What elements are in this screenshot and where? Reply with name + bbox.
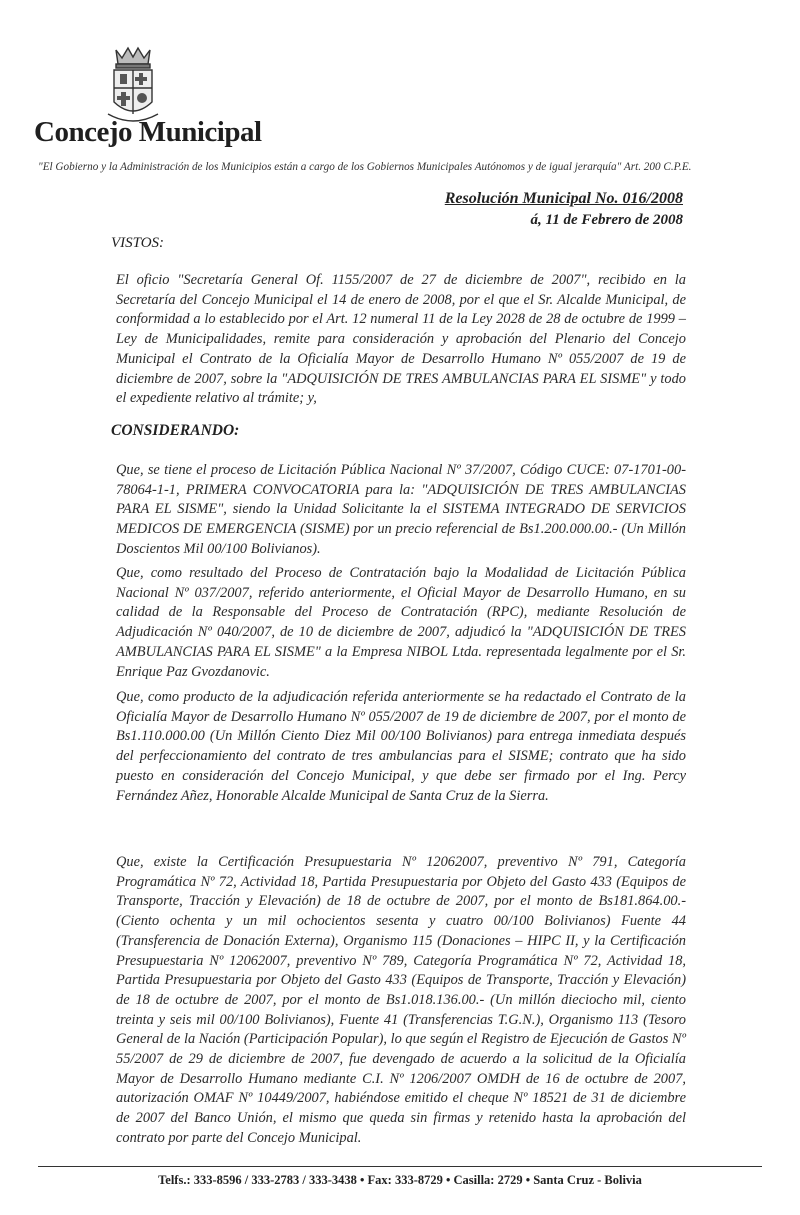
coat-of-arms-icon	[106, 44, 160, 124]
considerando-heading: CONSIDERANDO:	[111, 422, 240, 439]
motto: "El Gobierno y la Administración de los Municipios están a cargo de los Gobiernos Municipales Autónomos y de igual jerarquía" Art. 200 C.P.E.	[38, 161, 692, 173]
considerando-paragraph: Que, como producto de la adjudicación referida anteriormente se ha redactado el Contrato de la Oficialía Mayor de Desarrollo Humano Nº 055/2007 de 19 de diciembre de 2007, por el monto de Bs1.110.000.00 (Un Millón Ciento Diez Mil 00/100 Bolivianos) para entrega inmediata después del perfeccionamiento del contrato de tres ambulancias para el SISME; contrato que ha sido puesto en consideración del Concejo Municipal, y que debe ser firmado por el Ing. Percy Fernández Añez, Honorable Alcalde Municipal de Santa Cruz de la Sierra.	[116, 689, 686, 804]
vistos-heading: VISTOS:	[111, 235, 165, 251]
considerando-paragraph: Que, existe la Certificación Presupuestaria Nº 12062007, preventivo Nº 791, Categoría Programática Nº 72, Actividad 18, Partida Presupuestaria por Objeto del Gasto 433 (Equipos de Transporte, Tracción y Elevación) de 18 de octubre de 2007, por el monto de Bs181.864.00.- (Ciento ochenta y un mil ochocientos sesenta y cuatro 00/100 Bolivianos) Fuente 44 (Transferencia de Donación Externa), Organismo 115 (Donaciones – HIPC II, y la Certificación Presupuestaria Nº 12062007, preventivo Nº 789, Categoría Programática Nº 72, Actividad 18, Partida Presupuestaria por Objeto del Gasto 433 (Equipos de Transporte, Tracción y Elevación) de 18 de octubre de 2007, por el monto de Bs1.018.136.00.- (Un millón dieciocho mil, ciento treinta y seis mil 00/100 Bolivianos), Fuente 41 (Transferencias T.G.N.), Organismo 113 (Tesoro General de la Nación (Participación Popular), lo que según el Registro de Ejecución de Gastos Nº 55/2007 de 29 de diciembre de 2007, fue devengado de acuerdo a la solicitud de la Oficialía Mayor de Desarrollo Humano mediante C.I. Nº 1206/2007 OMDH de 16 de octubre de 2007, autorización OMAF Nº 10449/2007, habiéndose emitido el cheque Nº 18521 de 31 de diciembre de 2007 del Banco Unión, el mismo que queda sin firmas y retenido hasta la aprobación del contrato por parte del Concejo Municipal.	[116, 854, 686, 1146]
considerando-paragraph: Que, se tiene el proceso de Licitación Pública Nacional Nº 37/2007, Código CUCE: 07-1701-00-78064-1-1, PRIMERA CONVOCATORIA para la: "ADQUISICIÓN DE TRES AMBULANCIAS PARA EL SISME", siendo la Unidad Solicitante la el SISTEMA INTEGRADO DE SERVICIOS MEDICOS DE EMERGENCIA (SISME) por un precio referencial de Bs1.200.000.00.- (Un Millón Doscientos Mil 00/100 Bolivianos).	[116, 462, 686, 557]
footer-divider	[38, 1166, 762, 1167]
org-name: Concejo Municipal	[34, 116, 262, 148]
considerando-paragraph: Que, como resultado del Proceso de Contratación bajo la Modalidad de Licitación Pública Nacional Nº 037/2007, referido anteriormente, el Oficial Mayor de Desarrollo Humano, en su calidad de la Responsable del Proceso de Contratación (RPC), mediante Resolución de Adjudicación Nº 040/2007, de 10 de diciembre de 2007, adjudicó la "ADQUISICIÓN DE TRES AMBULANCIAS PARA EL SISME" a la Empresa NIBOL Ltda. representada legalmente por el Sr. Enrique Paz Gvozdanovic.	[116, 565, 686, 680]
resolution-number: Resolución Municipal No. 016/2008	[444, 190, 683, 207]
vistos-paragraph: El oficio "Secretaría General Of. 1155/2007 de 27 de diciembre de 2007", recibido en la Secretaría del Concejo Municipal el 14 de enero de 2008, por el que el Sr. Alcalde Municipal, de conformidad a lo establecido por el Art. 12 numeral 11 de la Ley 2028 de 28 de octubre de 1999 – Ley de Municipalidades, remite para consideración y aprobación del Plenario del Concejo Municipal el Contrato de la Oficialía Mayor de Desarrollo Humano Nº 055/2007 de 19 de diciembre de 2007, sobre la "ADQUISICIÓN DE TRES AMBULANCIAS PARA EL SISME" y todo el expediente relativo al trámite; y,	[116, 272, 686, 407]
footer-contact: Telfs.: 333-8596 / 333-2783 / 333-3438 • Fax: 333-8729 • Casilla: 2729 • Santa Cruz - Bolivia	[158, 1173, 642, 1187]
resolution-date: á, 11 de Febrero de 2008	[530, 212, 683, 228]
